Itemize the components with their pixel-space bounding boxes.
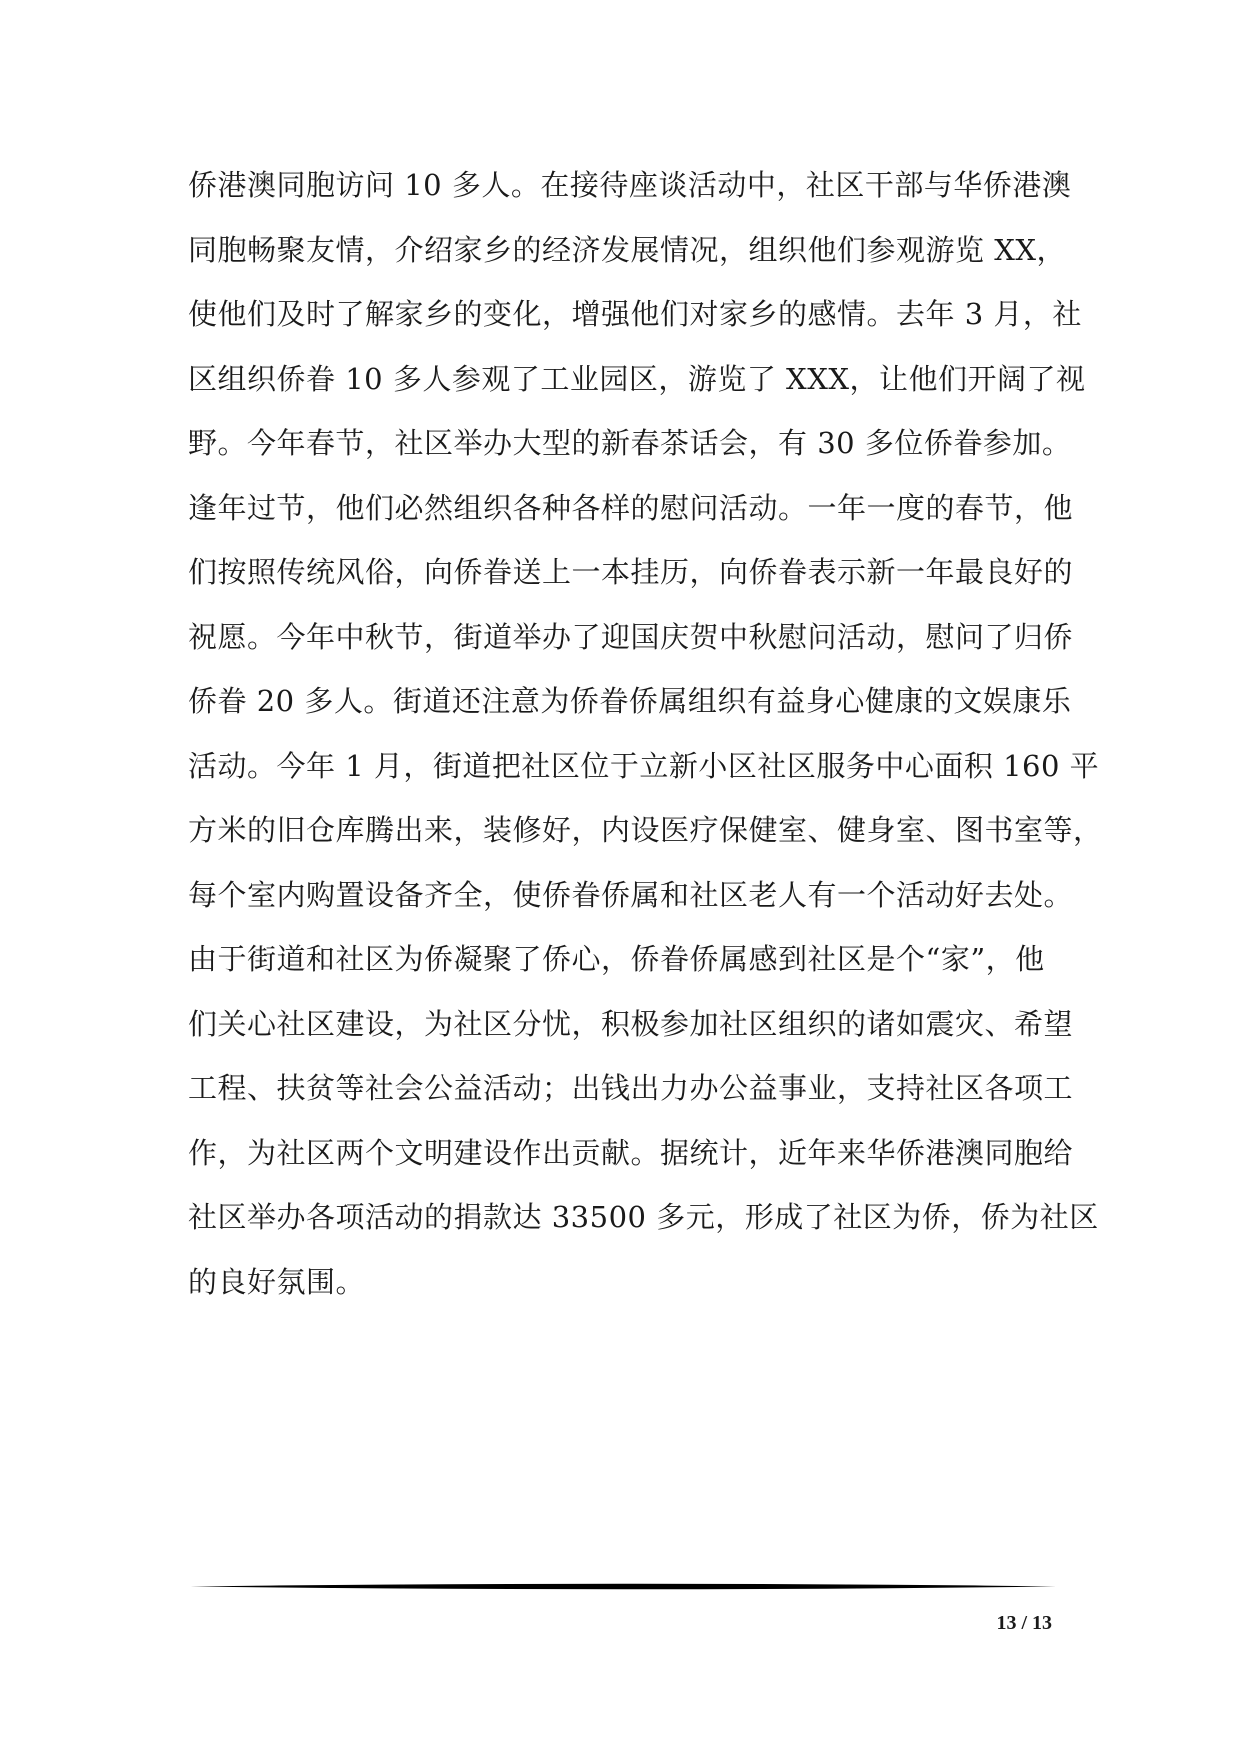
text-line: 区组织侨眷 10 多人参观了工业园区，游览了 XXX，让他们开阔了视	[188, 361, 1086, 396]
text-line: 使他们及时了解家乡的变化，增强他们对家乡的感情。去年 3 月，社	[188, 297, 1082, 331]
body-paragraph	[188, 160, 1103, 1321]
text-line: 同胞畅聚友情，介绍家乡的经济发展情况，组织他们参观游览 XX，	[188, 232, 1067, 267]
footer-divider	[190, 1582, 1056, 1591]
text-line: 社区举办各项活动的捐款达 33500 多元，形成了社区为侨，侨为社区	[188, 1200, 1099, 1234]
text-line: 侨港澳同胞访问 10 多人。在接待座谈活动中，社区干部与华侨港澳	[188, 168, 1072, 202]
text-line: 们关心社区建设，为社区分忧，积极参加社区组织的诸如震灾、希望	[188, 1006, 1074, 1041]
page-number: 13 / 13	[996, 1612, 1052, 1634]
text-line: 的良好氛围。	[188, 1264, 366, 1299]
text-line: 侨眷 20 多人。街道还注意为侨眷侨属组织有益身心健康的文娱康乐	[188, 684, 1072, 718]
text-line: 每个室内购置设备齐全，使侨眷侨属和社区老人有一个活动好去处。	[188, 877, 1074, 912]
text-line: 方米的旧仓库腾出来，装修好，内设医疗保健室、健身室、图书室等，	[188, 813, 1103, 847]
text-line: 逢年过节，他们必然组织各种各样的慰问活动。一年一度的春节，他	[188, 490, 1074, 525]
text-line: 活动。今年 1 月，街道把社区位于立新小区社区服务中心面积 160 平	[188, 748, 1100, 783]
text-line: 由于街道和社区为侨凝聚了侨心，侨眷侨属感到社区是个“家”，他	[188, 942, 1045, 976]
text-line: 工程、扶贫等社会公益活动；出钱出力办公益事业，支持社区各项工	[188, 1071, 1074, 1105]
text-line: 祝愿。今年中秋节，街道举办了迎国庆贺中秋慰问活动，慰问了归侨	[188, 619, 1074, 654]
text-line: 作，为社区两个文明建设作出贡献。据统计，近年来华侨港澳同胞给	[188, 1135, 1074, 1170]
text-line: 野。今年春节，社区举办大型的新春茶话会，有 30 多位侨眷参加。	[188, 426, 1072, 460]
text-line: 们按照传统风俗，向侨眷送上一本挂历，向侨眷表示新一年最良好的	[188, 555, 1074, 589]
